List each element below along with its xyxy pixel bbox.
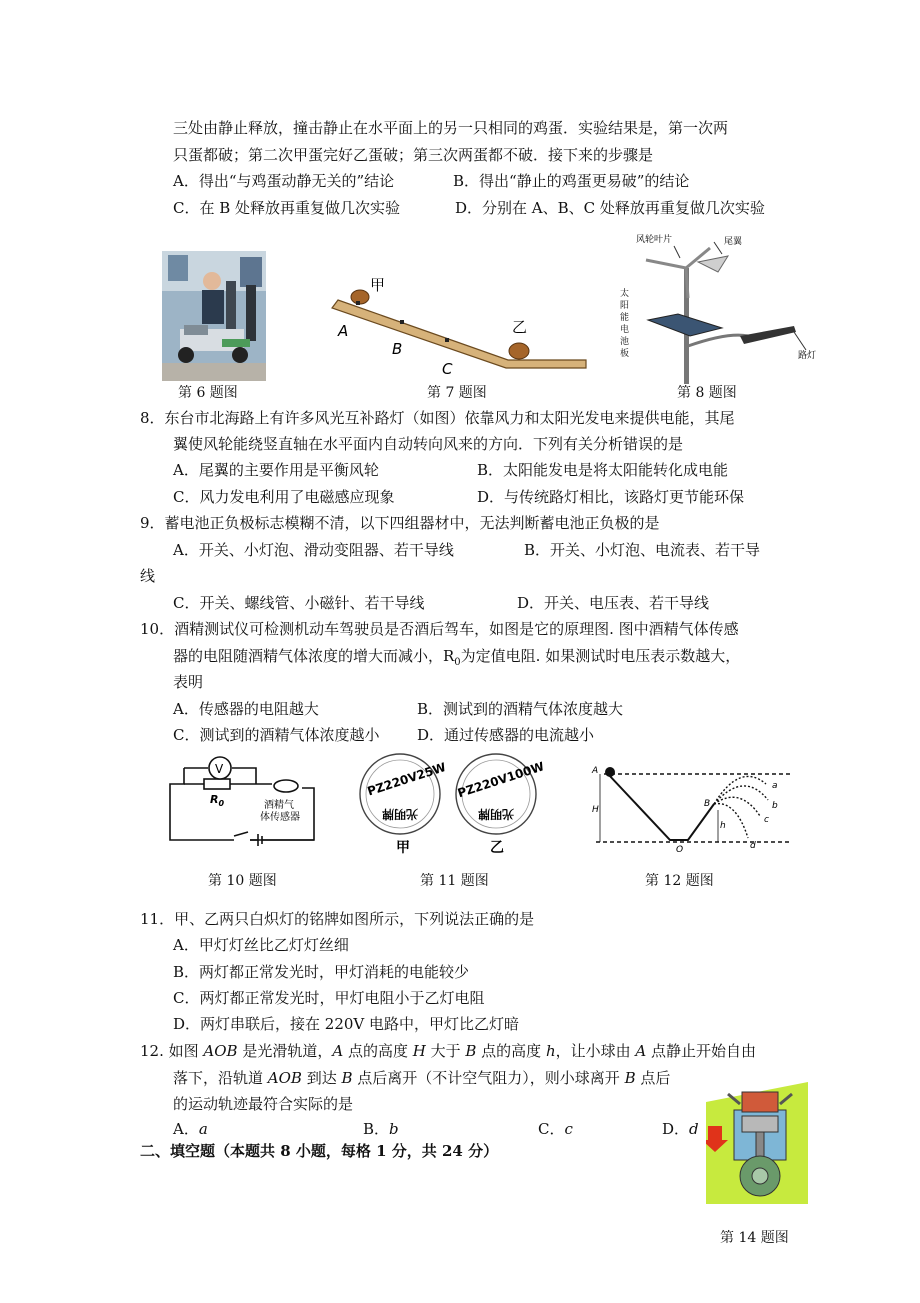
q8-option-a: A．尾翼的主要作用是平衡风轮: [173, 461, 379, 479]
figure-12-label-path-a: a: [772, 781, 778, 791]
figure-10-voltmeter-label: V: [215, 762, 224, 776]
figure-8-label-tail: 尾翼: [724, 237, 743, 247]
figure-7-label-a: A: [338, 322, 349, 340]
q12-stem-line2: 落下，沿轨道 AOB 到达 B 点后离开（不计空气阻力），则小球离开 B 点后: [173, 1069, 671, 1087]
figure-7-incline: [330, 268, 592, 380]
q10-option-b: B．测试到的酒精气体浓度越大: [417, 700, 624, 718]
section-2-heading: 二、填空题（本题共 8 小题，每格 1 分，共 24 分）: [140, 1142, 499, 1160]
q12-stem-line1: 12. 如图 AOB 是光滑轨道，A 点的高度 H 大于 B 点的高度 h，让小球由 A 点静止开始自由: [140, 1042, 757, 1060]
figure-8-label-solar: 太阳能电池板: [620, 289, 630, 359]
figure-12-label-b-point: B: [704, 799, 711, 809]
q8-stem-line1: 8．东台市北海路上有许多风光互补路灯（如图）依靠风力和太阳光发电来提供电能，其尾: [140, 409, 735, 427]
q11-option-b: B．两灯都正常发光时，甲灯消耗的电能较少: [173, 963, 470, 981]
figure-12-track: [590, 760, 802, 854]
q8-option-c: C．风力发电利用了电磁感应现象: [173, 488, 395, 506]
figure-8-label-fan: 风轮叶片: [636, 235, 673, 245]
q9-option-b: B．开关、小灯泡、电流表、若干导: [524, 541, 761, 559]
q8-option-b: B．太阳能发电是将太阳能转化成电能: [477, 461, 729, 479]
q9-option-a: A．开关、小灯泡、滑动变阻器、若干导线: [173, 541, 454, 559]
q7-option-a: A．得出“与鸡蛋动静无关的”结论: [173, 172, 395, 190]
q7-option-d: D．分别在 A、B、C 处释放再重复做几次实验: [455, 199, 765, 217]
q8-stem-line2: 翼使风轮能绕竖直轴在水平面内自动转向风来的方向．下列有关分析错误的是: [173, 435, 684, 453]
q10-option-d: D．通过传感器的电流越小: [417, 726, 595, 744]
figure-11-jia-rating: PZ220V25W: [365, 759, 448, 799]
q10-option-c: C．测试到的酒精气体浓度越小: [173, 726, 380, 744]
q9-stem: 9．蓄电池正负极标志模糊不清，以下四组器材中，无法判断蓄电池正负极的是: [140, 514, 660, 532]
q12-option-b: B．b: [363, 1120, 399, 1138]
figure-12-label-path-b: b: [772, 801, 778, 811]
figure-11-yi-rating: PZ220V100W: [455, 759, 546, 801]
q11-option-c: C．两灯都正常发光时，甲灯电阻小于乙灯电阻: [173, 989, 485, 1007]
figure-6-photo: [162, 251, 266, 381]
figure-10-circuit: [164, 756, 328, 848]
q9-option-d: D．开关、电压表、若干导线: [517, 594, 710, 612]
q9-option-c: C．开关、螺线管、小磁针、若干导线: [173, 594, 425, 612]
figure-6-caption: 第 6 题图: [178, 385, 238, 401]
figure-12-label-a-point: A: [592, 766, 599, 776]
figure-10-r0-label: $R_0$: [210, 793, 225, 808]
q10-stem-line2: 器的电阻随酒精气体浓度的增大而减小，$R_0$为定值电阻. 如果测试时电压表示数越大，: [173, 647, 741, 668]
figure-7-caption: 第 7 题图: [427, 385, 487, 401]
q7-stem-line1: 三处由静止释放，撞击静止在水平面上的另一只相同的鸡蛋．实验结果是，第一次两: [173, 119, 729, 137]
figure-12-label-height-h-big: H: [592, 805, 599, 815]
figure-12-label-o-point: O: [676, 845, 684, 854]
q10-option-a: A．传感器的电阻越大: [173, 700, 319, 718]
q12-stem-line3: 的运动轨迹最符合实际的是: [173, 1095, 354, 1113]
figure-8-label-lamp: 路灯: [798, 351, 817, 361]
q7-option-b: B．得出“静止的鸡蛋更易破”的结论: [453, 172, 690, 190]
figure-7-label-c: C: [442, 360, 453, 378]
q10-stem-line3: 表明: [173, 673, 204, 691]
q7-option-c: C．在 B 处释放再重复做几次实验: [173, 199, 401, 217]
q7-stem-line2: 只蛋都破；第二次甲蛋完好乙蛋破；第三次两蛋都不破．接下来的步骤是: [173, 146, 654, 164]
q11-stem: 11．甲、乙两只白炽灯的铭牌如图所示，下列说法正确的是: [140, 910, 535, 928]
figure-11-yi-label: 乙: [490, 840, 504, 856]
q9-option-b-continuation: 线: [140, 567, 156, 585]
figure-8-wind-solar-lamp: [618, 228, 832, 384]
figure-8-caption: 第 8 题图: [677, 385, 737, 401]
figure-11-yi-brand: 光明牌: [477, 807, 514, 821]
q12-option-d: D．d: [662, 1120, 699, 1138]
figure-12-caption: 第 12 题图: [645, 873, 714, 889]
figure-7-label-jia: 甲: [370, 276, 386, 294]
figure-14-caption: 第 14 题图: [720, 1230, 789, 1246]
q12-option-a: A．a: [173, 1120, 208, 1138]
figure-10-caption: 第 10 题图: [208, 873, 277, 889]
q11-option-d: D．两灯串联后，接在 220V 电路中，甲灯比乙灯暗: [173, 1015, 520, 1033]
figure-7-label-b: B: [392, 340, 403, 358]
figure-11-jia-brand: 光明牌: [381, 807, 418, 821]
figure-12-label-path-d: d: [750, 841, 756, 851]
figure-10-sensor-label-1: 酒精气: [264, 800, 294, 811]
q12-option-c: C．c: [538, 1120, 573, 1138]
figure-14-engine: [706, 1082, 808, 1204]
q11-option-a: A．甲灯灯丝比乙灯灯丝细: [173, 936, 349, 954]
figure-11-bulb-nameplates: [356, 752, 546, 860]
figure-7-label-yi: 乙: [512, 318, 528, 336]
figure-12-label-height-h-small: h: [720, 821, 726, 831]
q10-stem-line1: 10．酒精测试仪可检测机动车驾驶员是否酒后驾车，如图是它的原理图. 图中酒精气体传感: [140, 620, 739, 638]
q8-option-d: D．与传统路灯相比，该路灯更节能环保: [477, 488, 745, 506]
figure-10-sensor-label-2: 体传感器: [260, 812, 300, 823]
figure-12-label-path-c: c: [764, 815, 769, 825]
figure-11-jia-label: 甲: [396, 840, 410, 856]
figure-11-caption: 第 11 题图: [420, 873, 489, 889]
